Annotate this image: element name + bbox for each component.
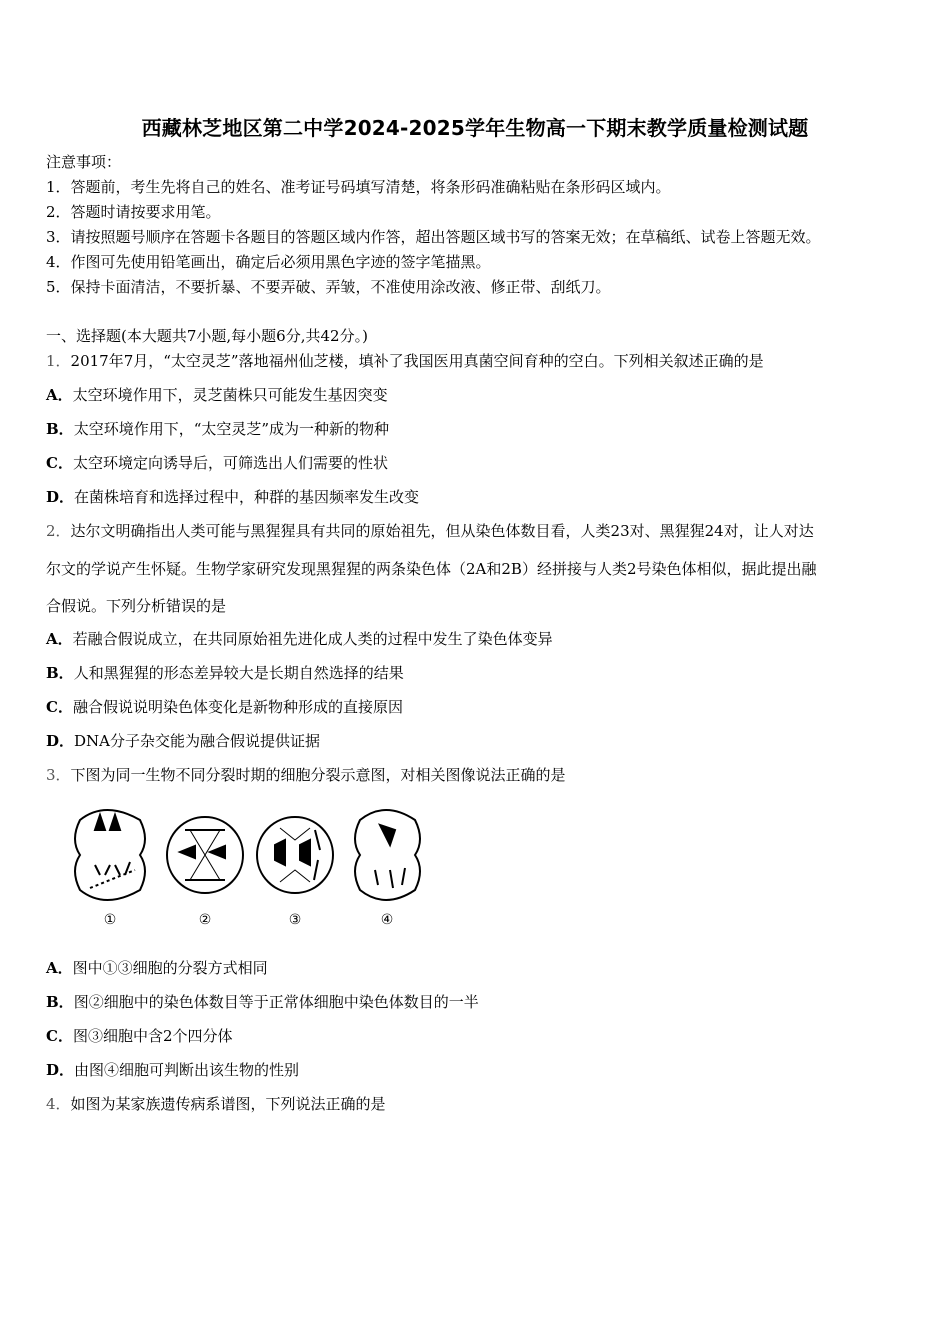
option-c (46, 1026, 233, 1046)
figure-label-3: ③ (288, 912, 302, 928)
option-text: 融合假说说明染色体变化是新物种形成的直接原因 (72, 698, 403, 716)
option-label: D． (46, 1061, 75, 1079)
question-2-stem-line (46, 521, 814, 541)
option-label: C． (46, 454, 73, 472)
option-text: DNA分子杂交能为融合假说提供证据 (74, 732, 321, 750)
section-heading: 一、选择题(本大题共7小题,每小题6分,共42分。) (46, 327, 368, 345)
cell-2 (167, 817, 243, 893)
option-text: 太空环境定向诱导后，可筛选出人们需要的性状 (72, 454, 388, 472)
question-text: 达尔文明确指出人类可能与黑猩猩具有共同的原始祖先，但从染色体数目看，人类23对、黑猩猩24对，让人对达 (70, 522, 814, 540)
notice-item: 5．保持卡面清洁，不要折暴、不要弄破、弄皱，不准使用涂改液、修正带、刮纸刀。 (46, 278, 611, 296)
notice-item: 4．作图可先使用铅笔画出，确定后必须用黑色字迹的签字笔描黑。 (46, 253, 491, 271)
option-label: C． (46, 1027, 73, 1045)
question-1-stem (46, 351, 764, 371)
question-4-stem (46, 1094, 386, 1114)
notice-item: 1．答题前，考生先将自己的姓名、准考证号码填写清楚，将条形码准确粘贴在条形码区域内。 (46, 178, 671, 196)
figure-label-2: ② (198, 912, 212, 928)
question-2-stem-line: 合假说。下列分析错误的是 (46, 597, 227, 615)
cell-division-figure (60, 800, 440, 930)
question-text: 如图为某家族遗传病系谱图，下列说法正确的是 (70, 1095, 386, 1113)
page-title: 西藏林芝地区第二中学2024-2025学年生物高一下期末教学质量检测试题 (141, 116, 809, 140)
question-number: 2． (46, 522, 71, 540)
option-b (46, 663, 404, 683)
option-text: 图③细胞中含2个四分体 (72, 1027, 233, 1045)
option-c (46, 697, 403, 717)
notice-item: 2．答题时请按要求用笔。 (46, 203, 221, 221)
option-d (46, 487, 419, 507)
option-label: A． (46, 630, 73, 648)
option-label: B． (46, 420, 74, 438)
option-label: D． (46, 732, 75, 750)
option-label: C． (46, 698, 73, 716)
question-number: 4． (46, 1095, 71, 1113)
option-a (46, 629, 553, 649)
notice-item: 3．请按照题号顺序在答题卡各题目的答题区域内作答，超出答题区域书写的答案无效；在草稿纸、试卷上答题无效。 (46, 228, 821, 246)
question-3-stem (46, 765, 566, 785)
option-text: 若融合假说成立，在共同原始祖先进化成人类的过程中发生了染色体变异 (72, 630, 553, 648)
cell-3 (257, 817, 333, 893)
figure-label-4: ④ (380, 912, 394, 928)
question-text: 下图为同一生物不同分裂时期的细胞分裂示意图，对相关图像说法正确的是 (70, 766, 566, 784)
cell-4 (355, 810, 420, 900)
option-text: 图②细胞中的染色体数目等于正常体细胞中染色体数目的一半 (73, 993, 479, 1011)
figure-label-1: ① (103, 912, 117, 928)
question-number: 3． (46, 766, 71, 784)
option-d (46, 731, 320, 751)
option-text: 图中①③细胞的分裂方式相同 (72, 959, 268, 977)
option-label: D． (46, 488, 75, 506)
option-c (46, 453, 388, 473)
option-label: A． (46, 386, 73, 404)
option-b (46, 992, 479, 1012)
option-d (46, 1060, 299, 1080)
question-2-stem-line: 尔文的学说产生怀疑。生物学家研究发现黑猩猩的两条染色体（2A和2B）经拼接与人类2号染色体相似，据此提出融 (46, 560, 817, 578)
option-text: 太空环境作用下，灵芝菌株只可能发生基因突变 (72, 386, 388, 404)
option-label: B． (46, 664, 74, 682)
option-a (46, 958, 268, 978)
option-label: A． (46, 959, 73, 977)
option-text: 由图④细胞可判断出该生物的性别 (74, 1061, 300, 1079)
notice-heading: 注意事项： (46, 153, 122, 171)
option-text: 太空环境作用下，“太空灵芝”成为一种新的物种 (73, 420, 390, 438)
option-a (46, 385, 388, 405)
option-text: 人和黑猩猩的形态差异较大是长期自然选择的结果 (73, 664, 404, 682)
option-text: 在菌株培育和选择过程中，种群的基因频率发生改变 (74, 488, 420, 506)
cell-1 (75, 810, 145, 900)
question-number: 1． (46, 352, 71, 370)
option-b (46, 419, 389, 439)
question-text: 2017年7月，“太空灵芝”落地福州仙芝楼，填补了我国医用真菌空间育种的空白。下列相关叙述正确的是 (70, 352, 764, 370)
option-label: B． (46, 993, 74, 1011)
